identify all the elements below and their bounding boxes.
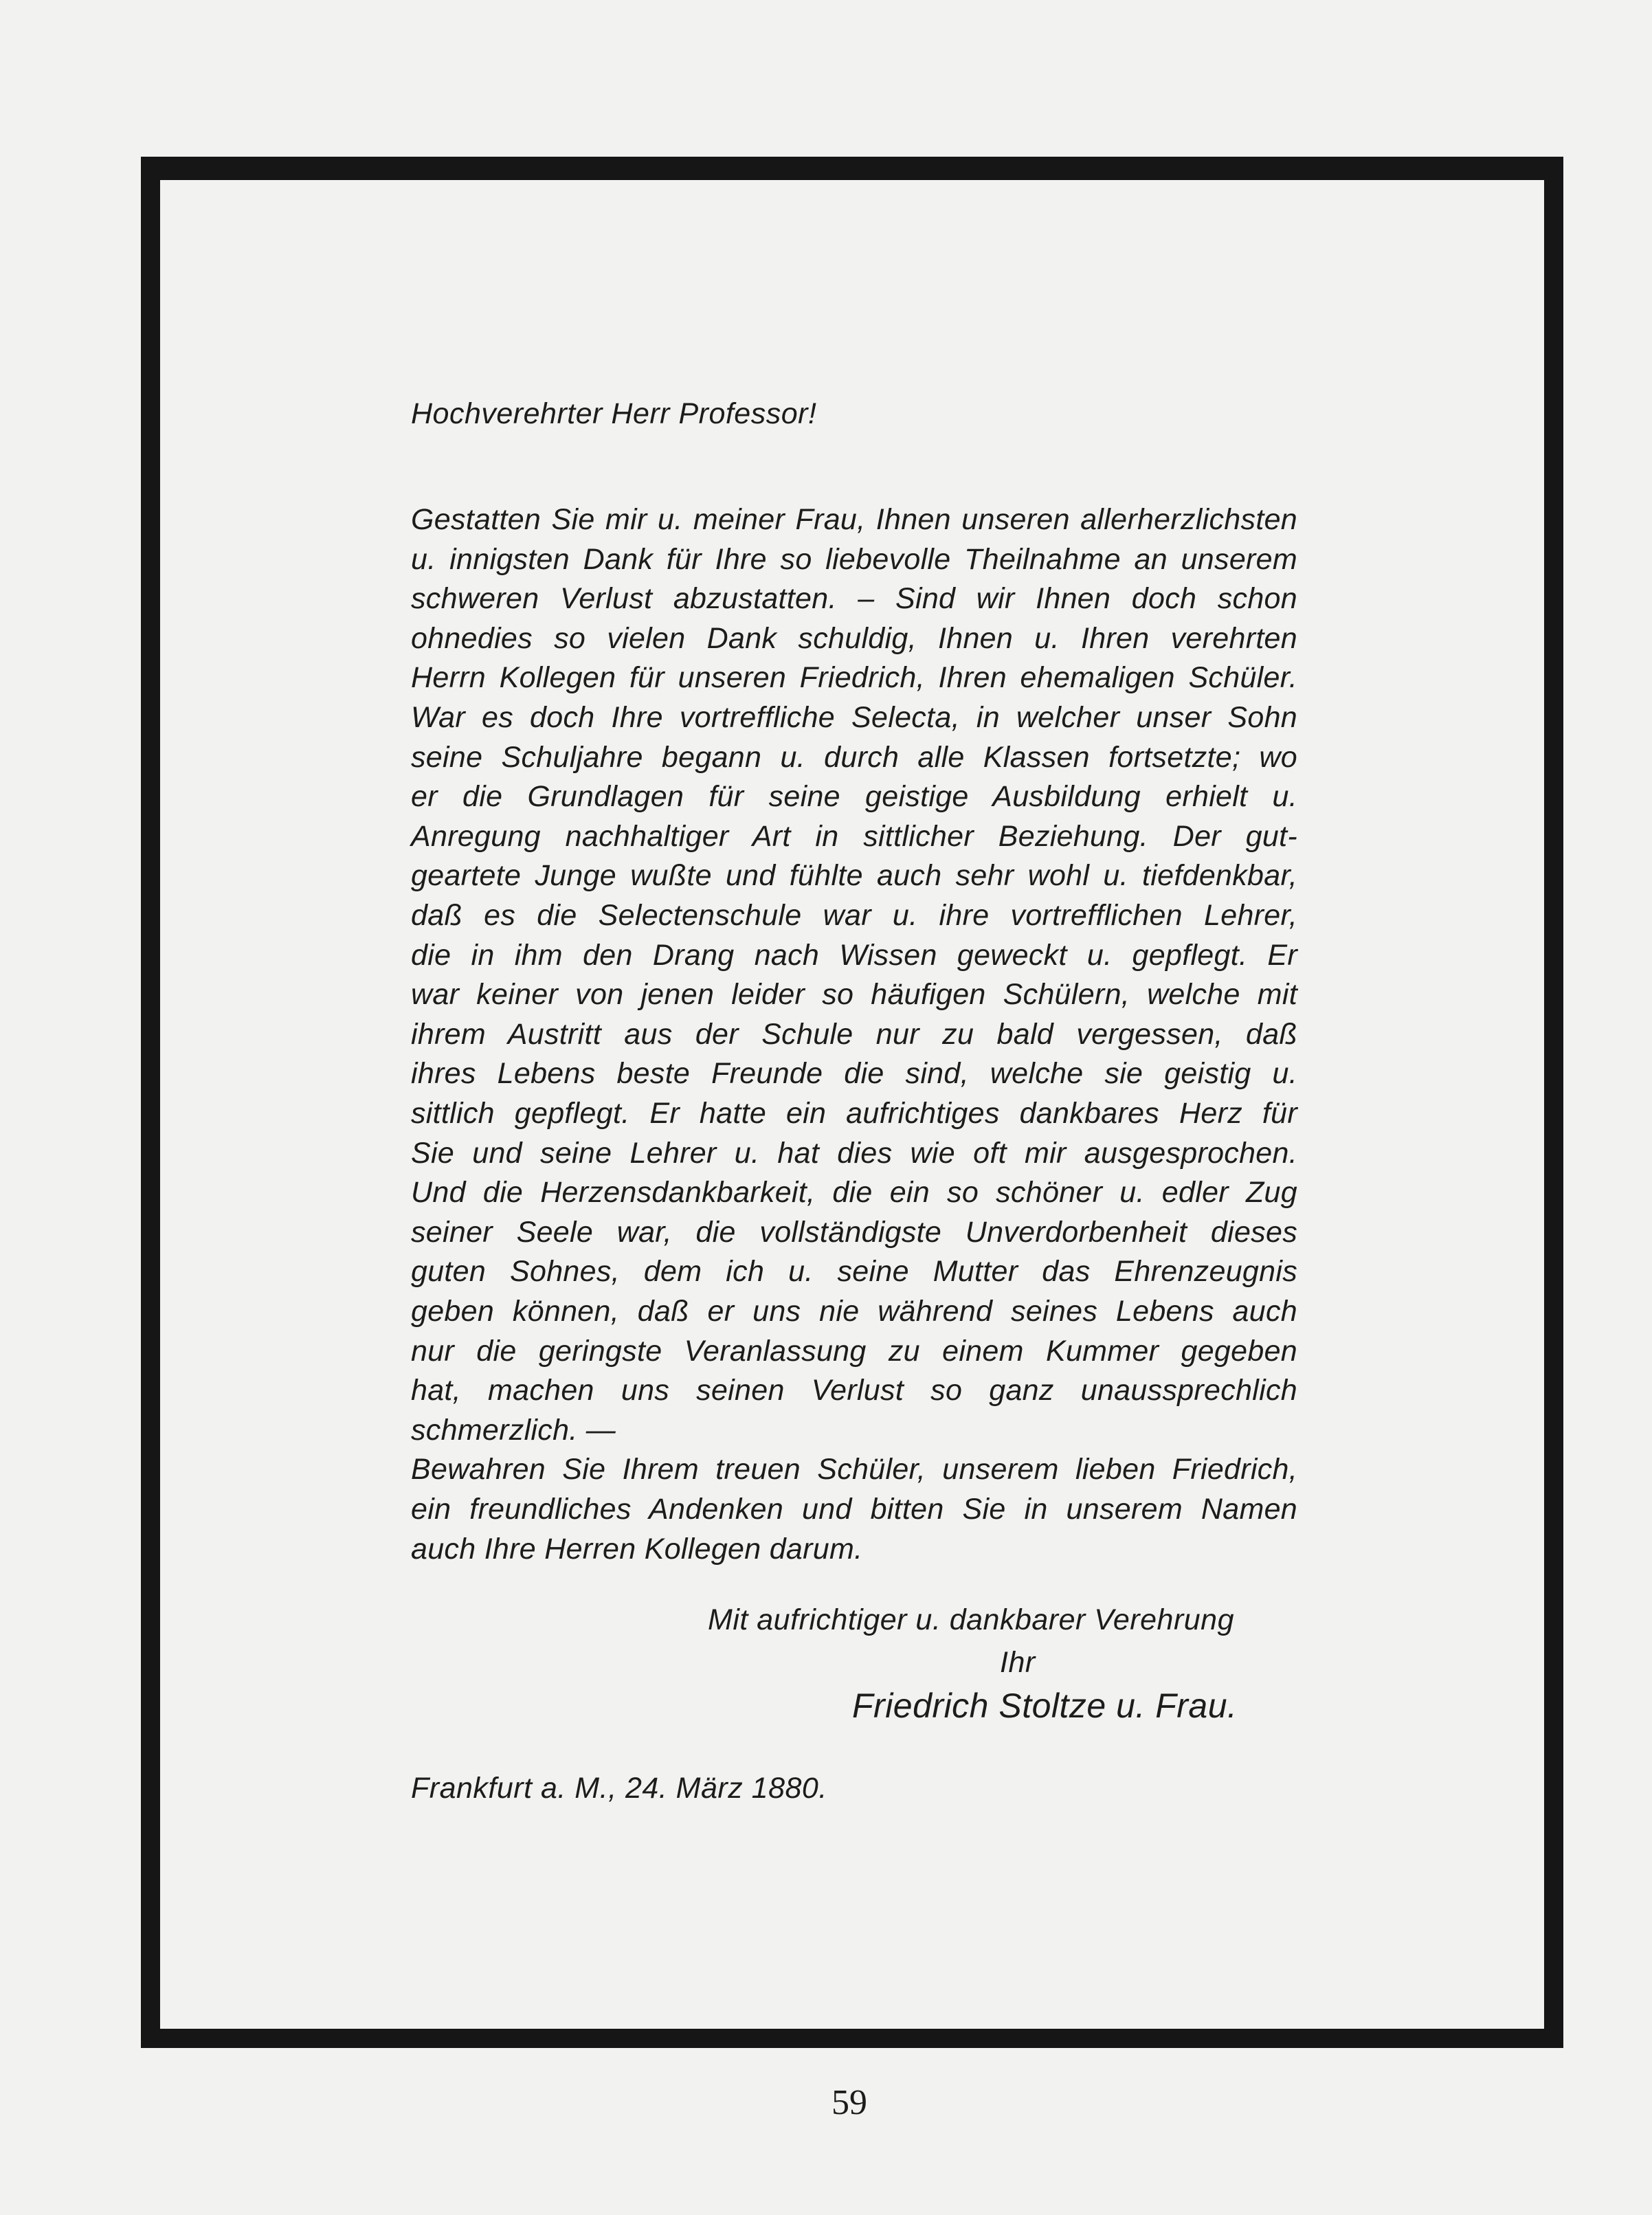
body-line: seine Schuljahre begann u. durch alle Klassen fortsetzte; wo xyxy=(411,740,1297,774)
body-line: ihres Lebens beste Freunde die sind, welche sie geistig u. xyxy=(411,1057,1297,1091)
body-line: er die Grundlagen für seine geistige Ausbildung erhielt u. xyxy=(411,780,1297,814)
body-line: Gestatten Sie mir u. meiner Frau, Ihnen unseren allerherzlichsten xyxy=(411,503,1297,536)
body-line: schmerzlich. — xyxy=(411,1413,616,1447)
body-line: schweren Verlust abzustatten. – Sind wir Ihnen doch schon xyxy=(411,582,1297,616)
closing-formula: Mit aufrichtiger u. dankbarer Verehrung xyxy=(708,1603,1235,1636)
body-line: daß es die Selectenschule war u. ihre vortrefflichen Lehrer, xyxy=(411,899,1297,932)
place-date: Frankfurt a. M., 24. März 1880. xyxy=(411,1772,827,1805)
page-number: 59 xyxy=(831,2083,867,2122)
body-line: ein freundliches Andenken und bitten Sie in unserem Namen xyxy=(411,1493,1297,1526)
body-line: nur die geringste Veranlassung zu einem Kummer gegeben xyxy=(411,1334,1297,1368)
body-line: sittlich gepflegt. Er hatte ein aufrichtiges dankbares Herz für xyxy=(411,1097,1297,1130)
body-line: hat, machen uns seinen Verlust so ganz unaussprechlich xyxy=(411,1374,1297,1407)
body-line: war keiner von jenen leider so häufigen Schülern, welche mit xyxy=(411,978,1297,1012)
closing-ihr: Ihr xyxy=(1000,1646,1036,1679)
body-line: War es doch Ihre vortreffliche Selecta, in welcher unser Sohn xyxy=(411,701,1297,734)
body-line: Bewahren Sie Ihrem treuen Schüler, unserem lieben Friedrich, xyxy=(411,1453,1297,1487)
body-line: seiner Seele war, die vollständigste Unverdorbenheit dieses xyxy=(411,1215,1297,1249)
salutation: Hochverehrter Herr Professor! xyxy=(411,397,817,430)
body-line: ohnedies so vielen Dank schuldig, Ihnen u. Ihren verehrten xyxy=(411,621,1297,655)
body-line: u. innigsten Dank für Ihre so liebevolle Theilnahme an unserem xyxy=(411,542,1297,576)
body-line: Anregung nachhaltiger Art in sittlicher Beziehung. Der gut- xyxy=(411,819,1297,853)
signature: Friedrich Stoltze u. Frau. xyxy=(852,1687,1238,1725)
body-line: auch Ihre Herren Kollegen darum. xyxy=(411,1532,863,1566)
body-line: Herrn Kollegen für unseren Friedrich, Ihren ehemaligen Schüler. xyxy=(411,661,1297,695)
body-line: ihrem Austritt aus der Schule nur zu bald vergessen, daß xyxy=(411,1017,1297,1051)
body-line: geartete Junge wußte und fühlte auch sehr wohl u. tiefdenkbar, xyxy=(411,859,1297,893)
body-line: Sie und seine Lehrer u. hat dies wie oft mir ausgesprochen. xyxy=(411,1136,1297,1170)
body-line: Und die Herzensdankbarkeit, die ein so schöner u. edler Zug xyxy=(411,1176,1297,1210)
body-line: geben können, daß er uns nie während seines Lebens auch xyxy=(411,1295,1297,1328)
body-line: guten Sohnes, dem ich u. seine Mutter das Ehrenzeugnis xyxy=(411,1255,1297,1289)
body-line: die in ihm den Drang nach Wissen geweckt u. gepflegt. Er xyxy=(411,938,1297,972)
